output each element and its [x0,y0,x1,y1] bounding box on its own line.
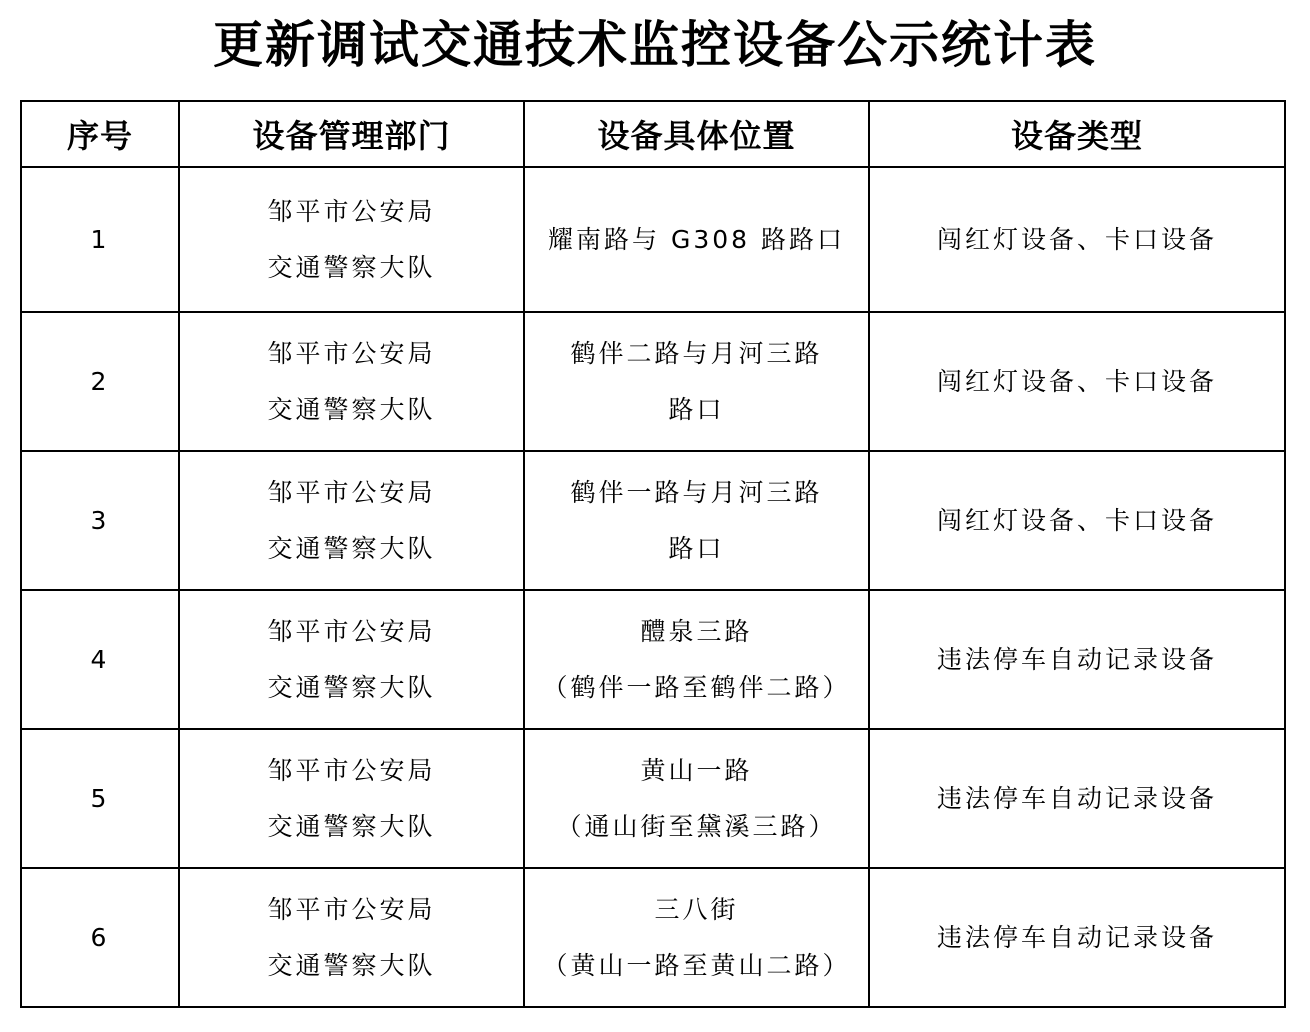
type-line: 闯红灯设备、卡口设备 [936,505,1217,535]
header-type: 设备类型 [869,101,1285,167]
row-type [869,729,1285,868]
table-row [21,167,1285,312]
row-department [179,451,524,590]
row-index: 4 [21,590,179,729]
row-department [179,312,524,451]
row-index: 6 [21,868,179,1007]
table-header-row [21,101,1285,167]
department-line: 交通警察大队 [267,394,436,424]
row-index: 2 [21,312,179,451]
location-line: 黄山一路 [640,755,753,785]
row-department [179,590,524,729]
row-department [179,868,524,1007]
page-title: 更新调试交通技术监控设备公示统计表 [213,16,1097,74]
department-line: 邹平市公安局 [267,755,436,785]
table-row [21,590,1285,729]
location-line: 路口 [668,533,725,563]
row-type [869,312,1285,451]
type-line: 闯红灯设备、卡口设备 [936,366,1217,396]
location-line: 耀南路与 G308 路路口 [548,224,845,254]
location-line: 三八街 [654,894,739,924]
row-type [869,451,1285,590]
location-line: 路口 [668,394,725,424]
table-row [21,451,1285,590]
row-location [524,868,869,1007]
department-line: 邹平市公安局 [267,196,436,226]
row-location [524,590,869,729]
table-row [21,312,1285,451]
row-index: 1 [21,167,179,312]
header-location: 设备具体位置 [524,101,869,167]
type-line: 违法停车自动记录设备 [936,922,1217,952]
department-line: 交通警察大队 [267,672,436,702]
department-line: 邹平市公安局 [267,477,436,507]
row-location [524,312,869,451]
row-location [524,451,869,590]
type-line: 违法停车自动记录设备 [936,644,1217,674]
row-index: 3 [21,451,179,590]
type-line: 闯红灯设备、卡口设备 [936,224,1217,254]
equipment-table [20,100,1286,1008]
department-line: 邹平市公安局 [267,616,436,646]
header-department: 设备管理部门 [179,101,524,167]
department-line: 邹平市公安局 [267,338,436,368]
row-location [524,167,869,312]
type-line: 违法停车自动记录设备 [936,783,1217,813]
location-line: （鹤伴一路至鹤伴二路） [542,672,851,702]
row-index: 5 [21,729,179,868]
row-department [179,167,524,312]
row-department [179,729,524,868]
table-row [21,729,1285,868]
row-location [524,729,869,868]
department-line: 交通警察大队 [267,533,436,563]
location-line: 鹤伴二路与月河三路 [570,338,823,368]
department-line: 交通警察大队 [267,811,436,841]
header-index: 序号 [21,101,179,167]
row-type [869,590,1285,729]
location-line: 鹤伴一路与月河三路 [570,477,823,507]
department-line: 邹平市公安局 [267,894,436,924]
location-line: （黄山一路至黄山二路） [542,950,851,980]
department-line: 交通警察大队 [267,252,436,282]
location-line: （通山街至黛溪三路） [556,811,837,841]
location-line: 醴泉三路 [640,616,753,646]
department-line: 交通警察大队 [267,950,436,980]
row-type [869,868,1285,1007]
table-row [21,868,1285,1007]
row-type [869,167,1285,312]
